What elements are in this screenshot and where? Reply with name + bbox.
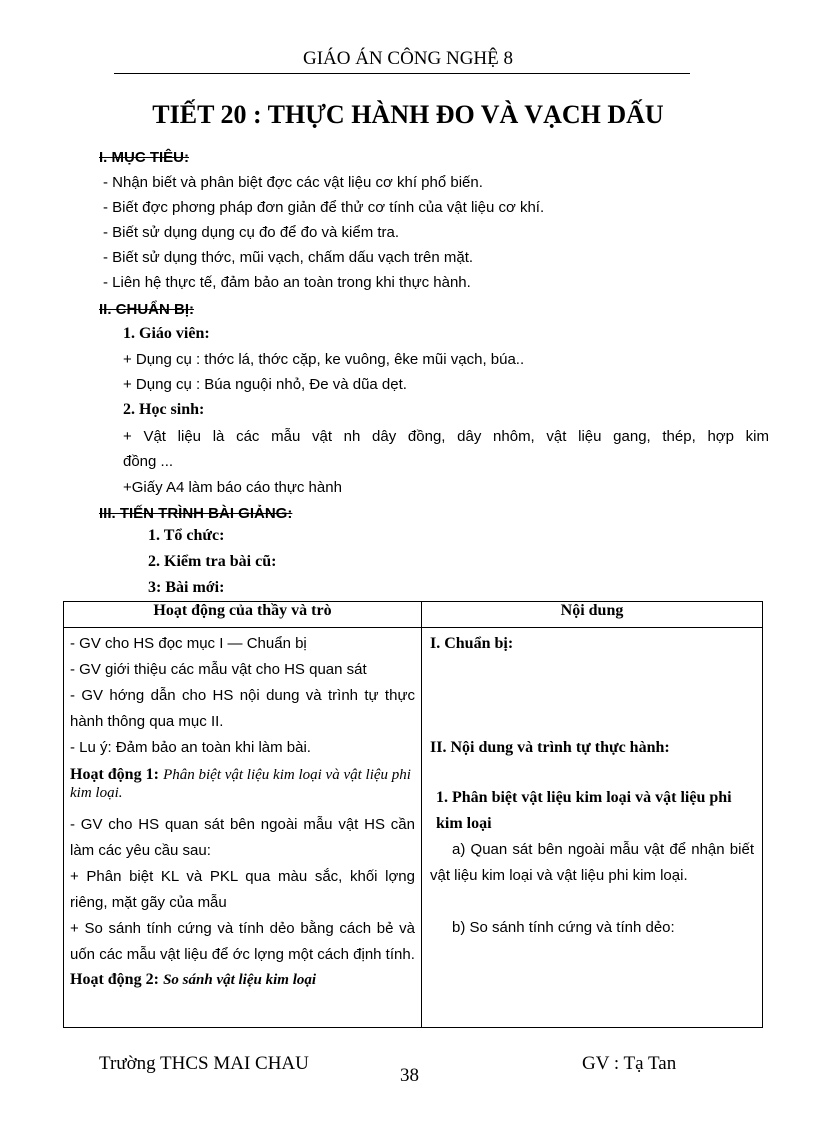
activity-1-label: Hoạt động 1: [70,766,159,783]
table-header-row [64,602,763,628]
activity-table [63,601,763,1028]
step-review: 2. Kiểm tra bài cũ: [148,553,277,570]
content-item-b: b) So sánh tính cứng và tính dẻo: [452,919,675,936]
section-preparation-heading: II. CHUẨN BỊ: [99,301,194,318]
table-row [64,628,763,1028]
lesson-title: TIẾT 20 : THỰC HÀNH ĐO VÀ VẠCH DẤU [152,100,664,129]
activity-1-title: Phân biệt vật liệu kim loại và vật liệu phi kim loại. [70,767,411,801]
content-cell [422,628,763,1028]
objective-item: - Nhận biết và phân biệt đợc các vật liệu cơ khí phổ biến. [103,174,483,191]
header-divider [114,73,690,74]
objective-item: - Liên hệ thực tế, đảm bảo an toàn trong khi thực hành. [103,274,471,291]
activity-2-block [70,969,415,991]
activity-line: + So sánh tính cứng và tính dẻo bằng cách bẻ và uốn các mẫu vật liệu để ớc lợng một cách định tính. [70,920,415,963]
objective-item: - Biết đợc phơng pháp đơn giản để thử cơ tính của vật liệu cơ khí. [103,199,545,216]
objective-item: - Biết sử dụng thớc, mũi vạch, chấm dấu vạch trên mặt. [103,249,474,266]
column-header-activities: Hoạt động của thầy và trò [64,602,422,628]
section-lesson-process-heading: III. TIẾN TRÌNH BÀI GIẢNG: [99,505,293,522]
teacher-heading: 1. Giáo viên: [123,325,210,342]
student-item: + Vật liệu là các mẫu vật nh dây đồng, dây nhôm, vật liệu gang, thép, hợp kim [123,428,769,445]
activity-line: - GV giới thiệu các mẫu vật cho HS quan sát [70,661,367,678]
content-item-a: a) Quan sát bên ngoài mẫu vật để nhận biết vật liệu kim loại và vật liệu phi kim loại. [430,841,754,884]
activities-cell [64,628,422,1028]
activity-line: - GV cho HS đọc mục I — Chuẩn bị [70,635,307,652]
content-heading-preparation: I. Chuẩn bị: [430,635,514,652]
activity-2-title: So sánh vật liệu kim loại [163,972,317,988]
activity-line: - GV hớng dẫn cho HS nội dung và trình tự thực hành thông qua mục II. [70,687,415,730]
activity-line: + Phân biệt KL và PKL qua màu sắc, khối lợng riêng, mặt gãy của mẫu [70,868,415,911]
column-header-content: Nội dung [422,602,763,628]
teacher-item: + Dụng cụ : Búa nguội nhỏ, Đe và dũa dẹt. [123,376,407,393]
content-subheading-metal: 1. Phân biệt vật liệu kim loại và vật liệu phi kim loại [436,789,732,832]
activity-1-block [70,766,415,802]
step-organization: 1. Tổ chức: [148,527,225,544]
page-header-title: GIÁO ÁN CÔNG NGHỆ 8 [302,48,514,69]
footer-school: Trường THCS MAI CHAU [99,1053,309,1074]
student-item-continued: đồng ... [123,453,174,470]
activity-line: - Lu ý: Đảm bảo an toàn khi làm bài. [70,739,311,756]
step-new-lesson: 3: Bài mới: [148,579,225,596]
footer-teacher: GV : Tạ Tan [582,1053,677,1074]
student-heading: 2. Học sinh: [123,401,205,418]
activity-line: - GV cho HS quan sát bên ngoài mẫu vật HS cần làm các yêu cầu sau: [70,816,415,859]
page-number: 38 [400,1065,419,1086]
student-item: +Giấy A4 làm báo cáo thực hành [123,479,342,496]
objective-item: - Biết sử dụng dụng cụ đo để đo và kiểm tra. [103,224,400,241]
teacher-item: + Dụng cụ : thớc lá, thớc cặp, ke vuông, êke mũi vạch, búa.. [123,351,525,368]
content-heading-procedure: II. Nội dung và trình tự thực hành: [430,739,670,756]
section-objectives-heading: I. MỤC TIÊU: [99,149,189,166]
activity-2-label: Hoạt động 2: [70,971,159,988]
